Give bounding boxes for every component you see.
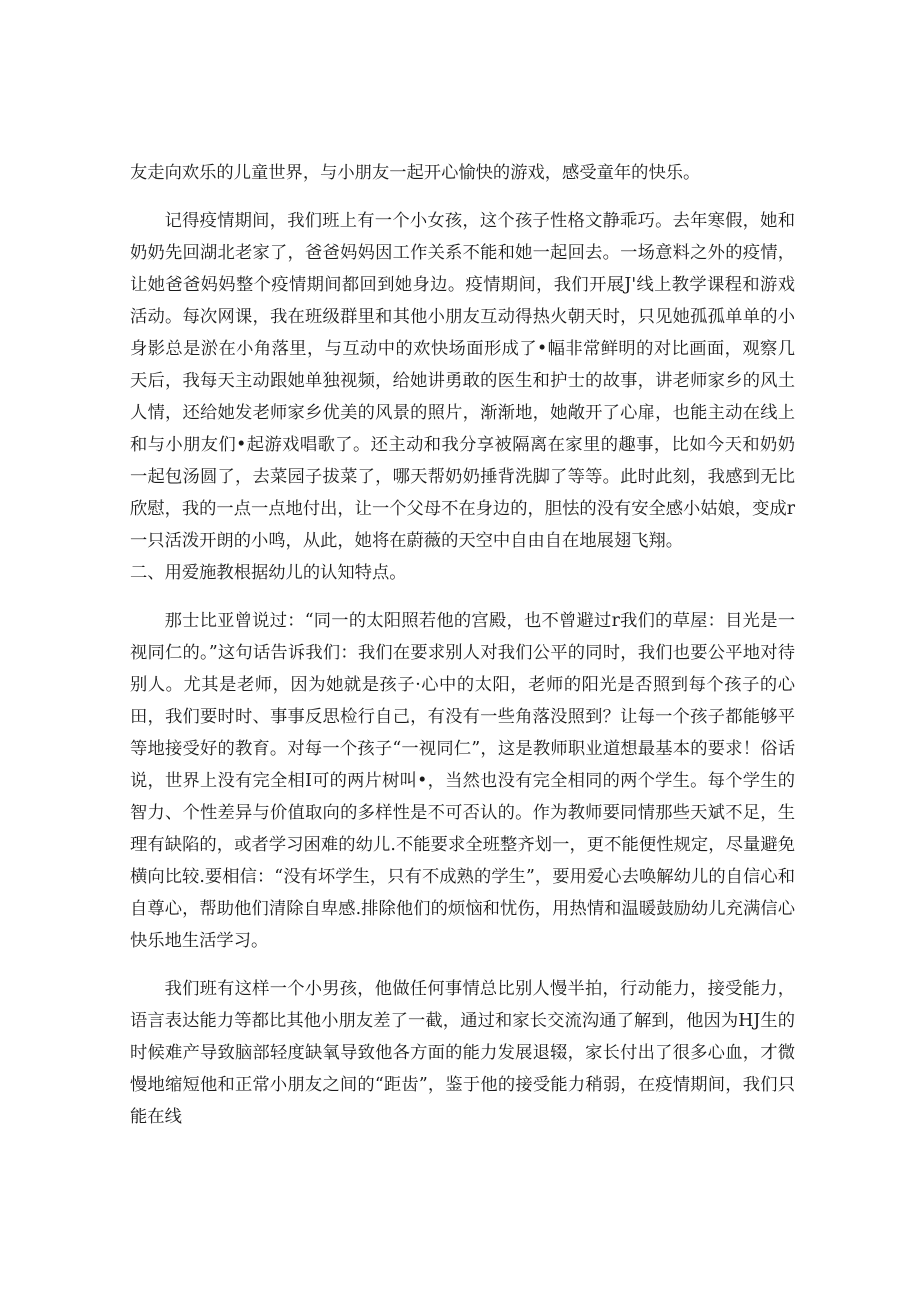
paragraph-shakespeare-quote: 那士比亚曾说过：“同一的太阳照若他的宫殿，也不曾避过r我们的草屋：目光是一视同仁的。”这句话告诉我们：我们在要求别人对我们公平的同时，我们也要公平地对待别人。尤其是老师，因为她就是孩子·心中的太阳，老师的阳光是否照到每个孩子的心田，我们要时时、事事反思检行自己，有没有一些角落没照到？让每一个孩子都能够平等地接受好的教育。对每一个孩子“一视同仁”，这是教师职业道想最基本的要求！俗话说，世界上没有完全相I可的两片树叫•，当然也没有完全相同的两个学生。每个学生的智力、个性差异与价值取向的多样性是不可否认的。作为教师要同情那些天斌不足，生理有缺陷的，或者学习困难的幼儿.不能要求全班整齐划一，更不能便性规定，尽量避免横向比较.要相信：“没有坏学生，只有不成熟的学生”，要用爱心去唤解幼儿的自信心和自尊心，帮助他们清除自卑感.排除他们的烦恼和忧伤，用热情和温暖鼓励幼儿充满信心快乐地生活学习。 [130, 611, 795, 951]
paragraph-girl-story: 记得疫情期间，我们班上有一个小女孩，这个孩子性格文静乖巧。去年寒假，她和奶奶先回湖北老家了，爸爸妈妈因工作关系不能和她一起回去。一场意料之外的疫情，让她爸爸妈妈整个疫情期间都回到她身边。疫情期间，我们开展J'线上教学课程和游戏活动。每次网课，我在班级群里和其他小朋友互动得热火朝天时，只见她孤孤单单的小身影总是淤在小角落里，与互动中的欢快场面形成了•幅非常鲜明的对比画面，观察几天后，我每天主动跟她单独视频，给她讲勇敢的医生和护士的故事，讲老师家乡的风土人情，还给她发老师家乡优美的风景的照片，渐渐地，她敞开了心扉，也能主动在线上和与小朋友们•起游戏唱歌了。还主动和我分享被隔离在家里的趣事，比如今天和奶奶一起包汤圆了，去菜园子拔菜了，哪天帮奶奶捶背洗脚了等等。此时此刻，我感到无比欣慰，我的一点一点地付出，让一个父母不在身边的，胆怯的没有安全感小姑娘，变成r一只活泼开朗的小鸣，从此，她将在蔚薇的天空中自由自在地展翅飞翔。 [130, 211, 795, 551]
section-heading: 二、用爱施教根据幼儿的认知特点。 [130, 563, 407, 583]
paragraph-gap [130, 957, 795, 973]
paragraph-boy-story: 我们班有这样一个小男孩，他做任何事情总比别人慢半拍，行动能力，接受能力，语言表达能力等都比其他小朋友差了一截，通过和家长交流沟通了解到，他因为HJ生的时候难产导致脑部轻度缺氧导致他各方面的能力发展退辍，家长付出了很多心血，才微慢地缩短他和正常小朋友之间的“距齿”，鉴于他的接受能力稍弱，在疫情期间，我们只能在线 [130, 979, 795, 1127]
paragraph-gap [130, 589, 795, 605]
paragraph-continuation: 友走向欢乐的儿童世界，与小朋友一起开心愉快的游戏，感受童年的快乐。 [130, 163, 701, 183]
paragraph-gap [130, 189, 795, 205]
document-body [130, 157, 795, 1133]
